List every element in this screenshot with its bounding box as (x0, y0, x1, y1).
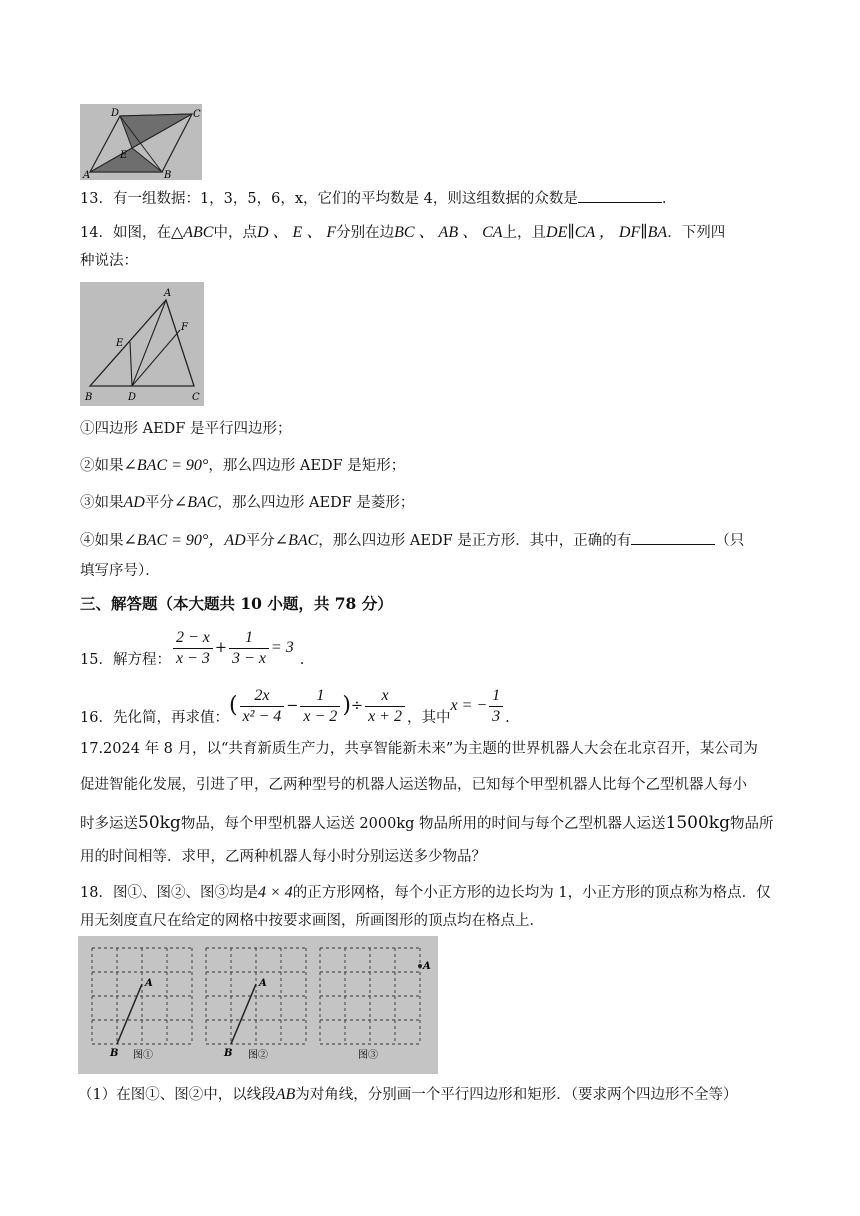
grid3-label-a: A (423, 961, 431, 972)
tri-label-c: C (192, 392, 200, 403)
parallelogram-figure (80, 104, 202, 180)
question-18-l1: 18．图①、图②、图③均是4 × 4的正方形网格，每个小正方形的边长均为 1，小正方形的顶点称为格点．仅 (80, 884, 771, 901)
statement-2: ②如果∠BAC = 90°，那么四边形 AEDF 是矩形； (80, 457, 406, 474)
grid-figures (78, 936, 438, 1074)
label-a: A (83, 170, 91, 180)
question-17-l2: 促进智能化发展，引进了甲，乙两种型号的机器人运送物品，已知每个甲型机器人比每个乙型机器人每小 (80, 777, 747, 793)
question-17-l3: 时多运送50kg物品，每个甲型机器人运送 2000kg 物品所用的时间与每个乙型机器人运送1500kg物品所 (80, 813, 774, 833)
q13-text: 13．有一组数据：1，3，5，6，x，它们的平均数是 4，则这组数据的众数是 (80, 191, 578, 207)
label-d: D (111, 108, 120, 119)
question-14-line2: 种说法： (80, 253, 138, 269)
grid2-label-a: A (259, 978, 267, 989)
tri-label-f: F (181, 322, 188, 333)
tri-label-a: A (164, 288, 172, 299)
question-18-part1: （1）在图①、图②中，以线段AB为对角线，分别画一个平行四边形和矩形．（要求两个四边形不全等） (78, 1086, 738, 1103)
grid1-label-b: B (110, 1048, 119, 1059)
grid2-label-b: B (224, 1048, 233, 1059)
statement-4-cont: 填写序号）． (80, 563, 160, 579)
q13-answer-blank[interactable] (578, 188, 662, 203)
label-e: E (120, 150, 128, 161)
question-17-l4: 用的时间相等．求甲，乙两种机器人每小时分别运送多少物品？ (80, 849, 486, 865)
grid3-caption: 图③ (358, 1050, 378, 1061)
question-16: 16．先化简，再求值：( $\frac{2x}{\text{x² − 4}}$ − $\frac{1}{x - 2}$ )÷ $\frac{x}{x + 2}$ ，其中x = − $\frac{1}{3}$ . (80, 686, 510, 726)
grid-diagram (78, 936, 438, 1074)
tri-label-b: B (85, 392, 93, 403)
grid1-caption: 图① (133, 1050, 153, 1061)
q14-answer-blank[interactable] (631, 530, 715, 545)
label-b: B (164, 170, 172, 180)
triangle-figure (80, 282, 204, 406)
label-c: C (193, 109, 201, 120)
question-14-line1: 14．如图，在△ABC中，点D 、 E 、 F分别在边BC 、 AB 、 CA上，且DE∥CA ， DF∥BA．下列四 (80, 224, 726, 241)
section-3-heading: 三、解答题（本大题共 10 小题，共 78 分） (80, 594, 393, 613)
question-13: 13．有一组数据：1，3，5，6，x，它们的平均数是 4，则这组数据的众数是 . (80, 188, 666, 210)
parallelogram-diagram (80, 104, 202, 180)
question-18-l2: 用无刻度直尺在给定的网格中按要求画图，所画图形的顶点均在格点上． (80, 913, 544, 929)
triangle-diagram (80, 282, 204, 406)
statement-1: ①四边形 AEDF 是平行四边形； (80, 421, 292, 437)
statement-4: ④如果∠BAC = 90°，AD平分∠BAC，那么四边形 AEDF 是正方形．其中，正确的有 （只 (80, 532, 745, 549)
statement-3: ③如果AD平分∠BAC，那么四边形 AEDF 是菱形； (80, 494, 415, 511)
question-15: 15．解方程： $\frac{2 - x}{x - 3}$ + $\frac{1}{3 - x}$ = 3. (80, 628, 305, 668)
grid2-caption: 图② (248, 1050, 268, 1061)
tri-label-d: D (128, 392, 137, 403)
grid1-label-a: A (145, 978, 153, 989)
question-17-l1: 17.2024 年 8 月，以“共育新质生产力，共享智能新未来”为主题的世界机器人大会在北京召开，某公司为 (80, 741, 758, 757)
tri-label-e: E (116, 338, 124, 349)
